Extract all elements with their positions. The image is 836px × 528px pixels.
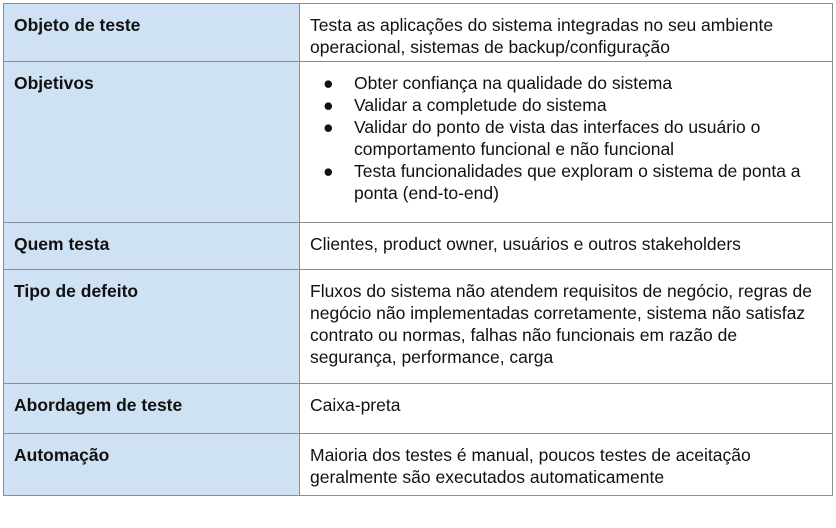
list-item-text: Obter confiança na qualidade do sistema (354, 73, 673, 93)
table-row (4, 434, 833, 496)
row-label: Tipo de defeito (4, 270, 300, 384)
list-item-text: Testa funcionalidades que exploram o sistema de ponta a ponta (end-to-end) (354, 161, 801, 203)
table-row (4, 4, 833, 62)
bullet-icon: ● (323, 95, 334, 115)
list-item (310, 94, 822, 116)
bullet-icon: ● (323, 117, 334, 137)
row-label: Objeto de teste (4, 4, 300, 62)
row-value: Clientes, product owner, usuários e outros stakeholders (300, 223, 833, 270)
list-item (310, 160, 822, 204)
row-value: Caixa-preta (300, 384, 833, 434)
table-row (4, 270, 833, 384)
row-value: Maioria dos testes é manual, poucos testes de aceitação geralmente são executados automaticamente (300, 434, 833, 496)
table-row (4, 223, 833, 270)
row-value: Testa as aplicações do sistema integradas no seu ambiente operacional, sistemas de backup/configuração (300, 4, 833, 62)
table-row (4, 384, 833, 434)
row-label: Abordagem de teste (4, 384, 300, 434)
objectives-list (310, 72, 822, 204)
row-label: Automação (4, 434, 300, 496)
list-item-text: Validar do ponto de vista das interfaces do usuário o comportamento funcional e não funcional (354, 117, 761, 159)
list-item (310, 116, 822, 160)
table-row (4, 62, 833, 223)
list-item-text: Validar a completude do sistema (354, 95, 607, 115)
bullet-icon: ● (323, 161, 334, 181)
list-item (310, 72, 822, 94)
row-label: Quem testa (4, 223, 300, 270)
row-value: Fluxos do sistema não atendem requisitos de negócio, regras de negócio não implementadas corretamente, sistema não satisfaz contrato ou normas, falhas não funcionais em razão de segurança, performance, carga (300, 270, 833, 384)
row-label: Objetivos (4, 62, 300, 223)
row-value (300, 62, 833, 223)
info-table (3, 3, 833, 496)
bullet-icon: ● (323, 73, 334, 93)
